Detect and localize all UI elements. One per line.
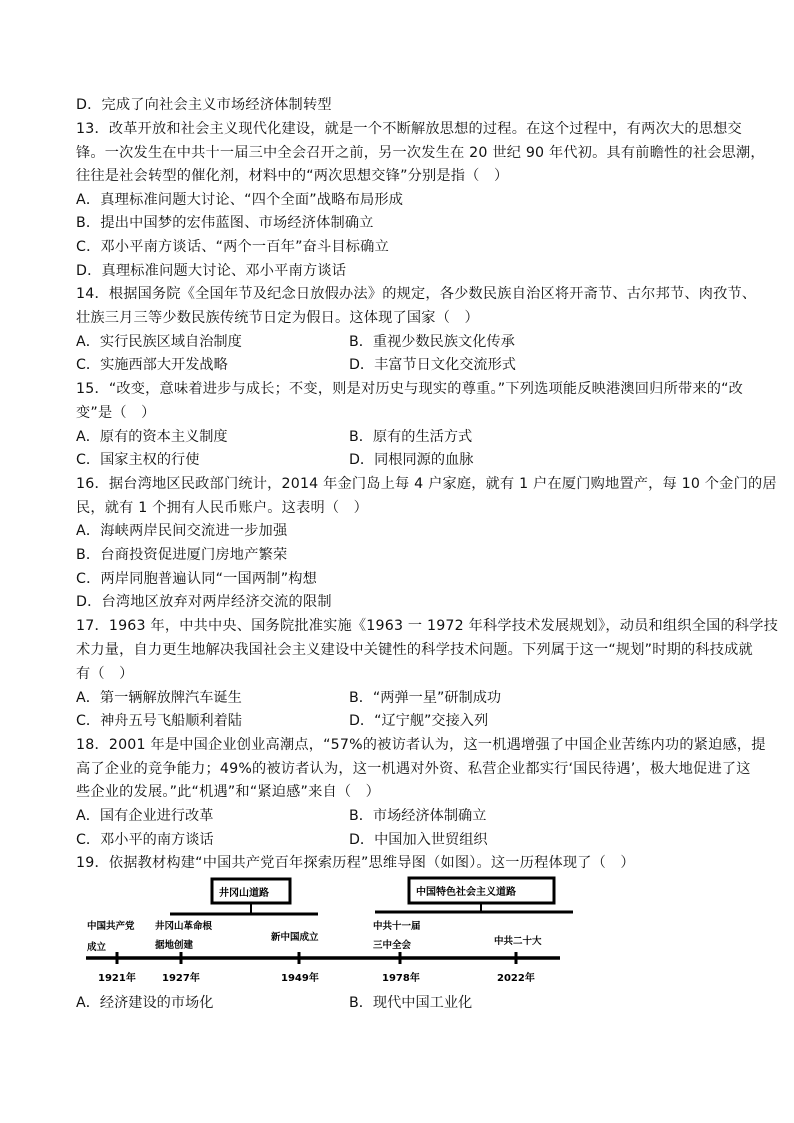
q18-stem-line-1: 18．2001 年是中国企业创业高潮点，“57%的被访者认为，这一机遇增强了中国企业苦练内功的紧迫感，提	[76, 737, 766, 753]
year-1921: 1921年	[98, 973, 136, 984]
year-1927: 1927年	[162, 973, 200, 984]
q17-stem-line-1: 17．1963 年，中共中央、国务院批准实施《1963 一 1972 年科学技术发展规划》，动员和组织全国的科学技	[76, 618, 779, 634]
q17-option-a[interactable]: A．第一辆解放牌汽车诞生	[76, 690, 242, 706]
q17-option-b[interactable]: B．“两弹一星”研制成功	[349, 690, 502, 706]
q13-option-d[interactable]: D．真理标准问题大讨论、邓小平南方谈话	[76, 263, 347, 279]
q19-option-a[interactable]: A．经济建设的市场化	[76, 995, 214, 1011]
q14-stem-line-2: 壮族三月三等少数民族传统节日定为假日。这体现了国家（ ）	[76, 310, 479, 326]
q14-option-b[interactable]: B．重视少数民族文化传承	[349, 334, 515, 350]
q15-stem-line-2: 变”是（ ）	[76, 405, 156, 421]
q18-option-b[interactable]: B．市场经济体制确立	[349, 808, 487, 824]
q15-option-c[interactable]: C．国家主权的行使	[76, 452, 200, 468]
q16-option-a[interactable]: A．海峡两岸民间交流进一步加强	[76, 523, 288, 539]
box-socialism-label: 中国特色社会主义道路	[416, 887, 516, 898]
q19-stem-line-1: 19．依据教材构建“中国共产党百年探索历程”思维导图（如图）。这一历程体现了（ ）	[76, 855, 635, 871]
q18-option-d[interactable]: D．中国加入世贸组织	[349, 832, 488, 848]
event-1978-label-1: 中共十一届	[373, 921, 421, 932]
q14-option-d[interactable]: D．丰富节日文化交流形式	[349, 357, 516, 373]
year-2022: 2022年	[497, 973, 535, 984]
box-jinggangshan-label: 井冈山道路	[219, 888, 269, 899]
event-1927-label-2: 据地创建	[155, 940, 194, 951]
q14-stem-line-1: 14．根据国务院《全国年节及纪念日放假办法》的规定，各少数民族自治区将开斋节、古尔邦节、肉孜节、	[76, 286, 757, 302]
q16-option-c[interactable]: C．两岸同胞普遍认同“一国两制”构想	[76, 571, 318, 587]
q18-option-c[interactable]: C．邓小平的南方谈话	[76, 832, 214, 848]
q13-option-c[interactable]: C．邓小平南方谈话、“两个一百年”奋斗目标确立	[76, 239, 389, 255]
q13-stem-line-3: 往往是社会转型的催化剂，材料中的“两次思想交锋”分别是指（ ）	[76, 168, 509, 184]
q14-option-c[interactable]: C．实施西部大开发战略	[76, 357, 228, 373]
event-2022-label-1: 中共二十大	[494, 936, 542, 947]
q16-option-b[interactable]: B．台商投资促进厦门房地产繁荣	[76, 547, 288, 563]
q14-option-a[interactable]: A．实行民族区域自治制度	[76, 334, 242, 350]
q19-option-b[interactable]: B．现代中国工业化	[349, 995, 473, 1011]
event-1921-label-1: 中国共产党	[87, 921, 135, 932]
prev-option-d: D．完成了向社会主义市场经济体制转型	[76, 97, 332, 113]
q18-option-a[interactable]: A．国有企业进行改革	[76, 808, 214, 824]
q15-option-b[interactable]: B．原有的生活方式	[349, 429, 473, 445]
q13-option-b[interactable]: B．提出中国梦的宏伟蓝图、市场经济体制确立	[76, 215, 374, 231]
q15-option-a[interactable]: A．原有的资本主义制度	[76, 429, 228, 445]
year-1978: 1978年	[382, 973, 420, 984]
event-1927-label-1: 井冈山革命根	[155, 921, 213, 932]
q13-option-a[interactable]: A．真理标准问题大讨论、“四个全面”战略布局形成	[76, 192, 404, 208]
q18-stem-line-2: 高了企业的竞争能力；49%的被访者认为，这一机遇对外资、私营企业都实行‘国民待遇’，极大地促进了这	[76, 761, 751, 777]
q16-stem-line-2: 民，就有 1 个拥有人民币账户。这表明（ ）	[76, 500, 369, 516]
q17-stem-line-2: 术力量，自力更生地解决我国社会主义建设中关键性的科学技术问题。下列属于这一“规划”时期的科技成就	[76, 642, 753, 658]
q13-stem-line-1: 13．改革开放和社会主义现代化建设，就是一个不断解放思想的过程。在这个过程中，有两次大的思想交	[76, 121, 742, 137]
q15-option-d[interactable]: D．同根同源的血脉	[349, 452, 474, 468]
q16-stem-line-1: 16．据台湾地区民政部门统计，2014 年金门岛上每 4 户家庭，就有 1 户在厦门购地置产，每 10 个金门的居	[76, 476, 777, 492]
q17-stem-line-3: 有（ ）	[76, 666, 134, 682]
timeline-diagram	[0, 872, 794, 992]
q13-stem-line-2: 锋。一次发生在中共十一届三中全会召开之前，另一次发生在 20 世纪 90 年代初。具有前瞻性的社会思潮，	[76, 145, 765, 161]
q18-stem-line-3: 些企业的发展。”此“机遇”和“紧迫感”来自（ ）	[76, 784, 381, 800]
year-1949: 1949年	[281, 973, 319, 984]
q17-option-d[interactable]: D．“辽宁舰”交接入列	[349, 713, 489, 729]
q17-option-c[interactable]: C．神舟五号飞船顺利着陆	[76, 713, 242, 729]
event-1978-label-2: 三中全会	[373, 940, 412, 951]
q15-stem-line-1: 15．“改变，意味着进步与成长；不变，则是对历史与现实的尊重。”下列选项能反映港澳回归所带来的“改	[76, 381, 744, 397]
event-1921-label-2: 成立	[87, 942, 107, 953]
event-1949-label-1: 新中国成立	[271, 932, 319, 943]
q16-option-d[interactable]: D．台湾地区放弃对两岸经济交流的限制	[76, 594, 332, 610]
